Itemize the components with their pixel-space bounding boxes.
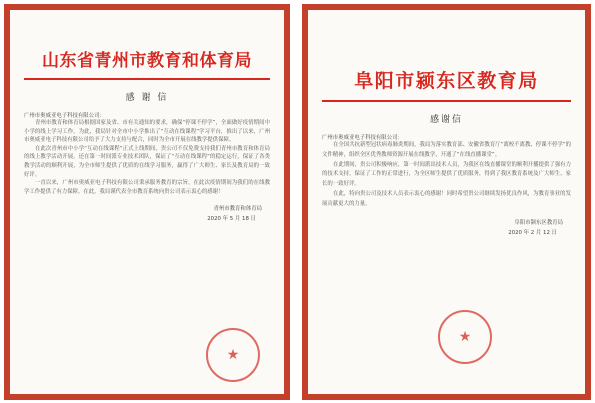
left-letter-paper: [10, 10, 284, 394]
right-letter-paragraph-1: 在全国共抗新型冠状病毒肺炎期间，我局为落实教育部、安徽省教育厅“离校不离教、停课不停学”的文件精神，组织全区优秀教师资源开展在线教学，开通了“在线直播课堂”。: [322, 142, 571, 158]
right-letter-frame: [302, 4, 591, 400]
right-letter-org-title: 阜阳市颍东区教育局: [354, 70, 539, 92]
left-letter-paragraph-2: 在此次青州市中小学“互动在线课程”正式上线期间，贵公司不仅免费支持我们青州市教育和体育局的线上教学活动开展，还在第一时间派专业技术团队，保证了“互动在线课程”的稳定运行，保证了各类教学活动的顺利开展，为全市师生提供了优质的在线学习服务，赢得了广大师生、家长及教育局的一致好评。: [24, 145, 270, 178]
left-letter-org-title: 山东省青州市教育和体育局: [42, 51, 252, 71]
left-letter-red-rule: [24, 78, 270, 80]
right-letter-paragraph-3: 在此，特向贵公司及技术人员表示衷心的感谢！同时希望贵公司继续发扬优良作风，为教育事业的发展贡献更大的力量。: [322, 190, 571, 207]
right-letter-signoff: 阜阳市颍东区教育局: [514, 219, 563, 226]
left-letter-date: 2020 年 5 月 18 日: [207, 216, 256, 223]
left-letter-paragraph-1: 青州市教育和体育局根据国家及省、市有关通知的要求，确保“停课不停学”，全面做好疫情期间中小学的线上学习工作。为此，我局针对全市中小学推出了“互动在线课程”学习平台，推出了以来，广州市奥威亚电子科技有限公司给予了大力支持与配合，同时为全市开展在线教学提供保障。: [24, 120, 270, 144]
right-letter-seal-icon: ★: [438, 310, 492, 364]
left-letter-seal-icon: ★: [206, 328, 260, 382]
left-letter-addressee: 广州市奥威亚电子科技有限公司：: [24, 113, 105, 119]
left-letter-signoff: 青州市教育和体育局: [213, 206, 262, 213]
right-letter-paragraph-2: 在此期间，贵公司积极响应，第一时间派出技术人员，为我区在线直播课堂的顺利开播提供了强有力的技术支持，保证了工作的正常进行，为全区师生提供了优质服务，得到了我区教育系统及广大师生、家长的一致好评。: [322, 161, 571, 188]
right-letter-paper: [308, 10, 585, 394]
left-letter-frame: [4, 4, 290, 400]
left-letter-title: 感 谢 信: [125, 93, 169, 103]
right-letter-date: 2020 年 2 月 12 日: [508, 229, 557, 236]
left-letter-paragraph-3: 一直以来，广州市奥威亚电子科技有限公司秉承服务教育的宗旨，在此次疫情期间为我们的在线教学工作提供了有力保障。在此，我局谨代表全市教育系统向贵公司表示衷心的感谢！: [24, 180, 270, 195]
right-letter-red-rule: [322, 100, 571, 102]
right-letter-addressee: 广州市奥威亚电子科技有限公司：: [322, 135, 403, 141]
right-letter-title: 感谢信: [429, 115, 463, 125]
